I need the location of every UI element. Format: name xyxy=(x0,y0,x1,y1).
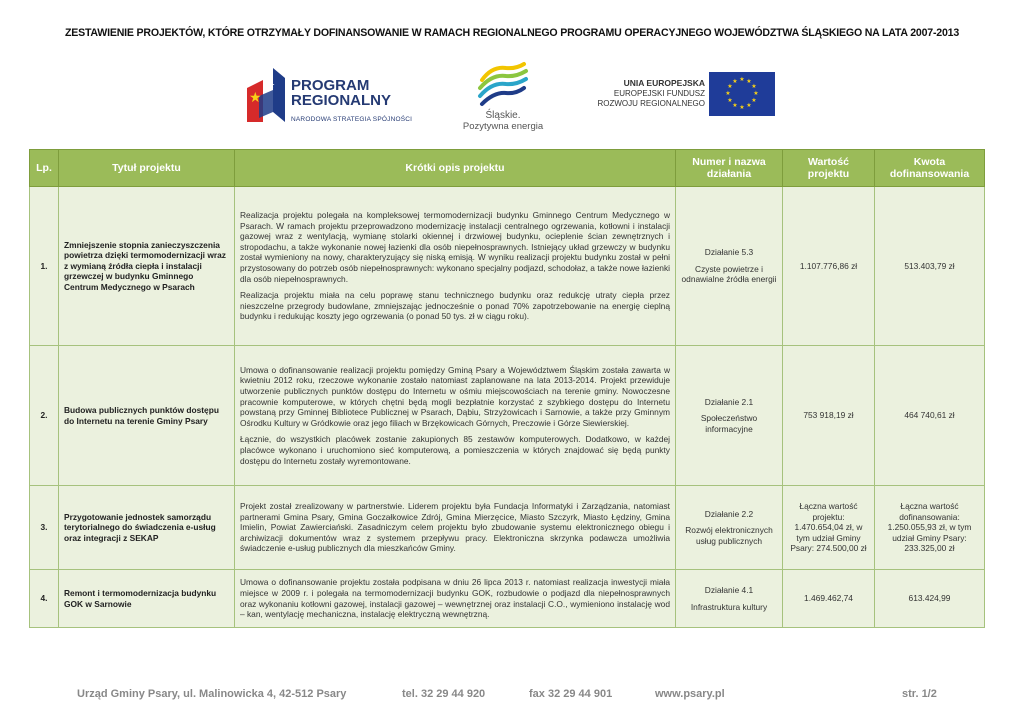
svg-text:★: ★ xyxy=(739,77,745,83)
row-description xyxy=(235,486,676,570)
description-paragraph: Realizacja projektu polegała na kompleksowej termomodernizacji budynku Gminnego Centrum Medycznego w Psarach. W ramach projektu przeprowadzono modernizację instalacji centralnego ogrzewania, kotłowni i instalacji gazowej wraz z wentylacją, wymianę stolarki okiennej i drzwiowej budynku, ocieplenie ścian zewnętrznych i stropodachu, a także wykonanie nowej łazienki dla osób niepełnosprawnych. Istniejący układ grzewczy w budynku został wymieniony na nowy, charakteryzujący się niską emisją. W wyniku realizacji projektu budynku został w pełni przystosowany do potrzeb osób niepełnosprawnych: wykonano specjalny podjazd, schodołaz, a także nowe łazienki dla osób niepełnosprawnych. xyxy=(240,210,670,284)
svg-text:★: ★ xyxy=(727,84,733,90)
header-description: Krótki opis projektu xyxy=(235,150,676,187)
row-value: 1.469.462,74 xyxy=(783,570,875,628)
row-title: Remont i termomodernizacja budynku GOK w Sarnowie xyxy=(59,570,235,628)
svg-text:★: ★ xyxy=(751,84,757,90)
page-title: ZESTAWIENIE PROJEKTÓW, KTÓRE OTRZYMAŁY DOFINANSOWANIE W RAMACH REGIONALNEGO PROGRAMU OPERACYJNEGO WOJEWÓDZTWA ŚLĄSKIEGO NA LATA 2007-2013 xyxy=(64,27,960,39)
action-number: Działanie 5.3 xyxy=(704,247,754,258)
svg-text:★: ★ xyxy=(732,103,738,109)
header-lp: Lp. xyxy=(30,150,59,187)
row-action xyxy=(676,486,783,570)
svg-text:★: ★ xyxy=(725,91,731,97)
row-funding: Łączna wartość dofinansowania: 1.250.055,93 zł, w tym udział Gminy Psary: 233.325,00 zł xyxy=(875,486,985,570)
row-title: Przygotowanie jednostek samorządu terytorialnego do świadczenia e-usług oraz integracji z SEKAP xyxy=(59,486,235,570)
svg-text:★: ★ xyxy=(746,79,752,85)
eu-line3: ROZWOJU REGIONALNEGO xyxy=(597,99,705,108)
table-row xyxy=(30,187,985,346)
footer-tel: tel. 32 29 44 920 xyxy=(402,688,486,700)
row-value: 1.107.776,86 zł xyxy=(783,187,875,346)
row-lp: 2. xyxy=(30,346,59,486)
eu-flag-icon xyxy=(709,72,775,116)
row-lp: 4. xyxy=(30,570,59,628)
eu-line1: UNIA EUROPEJSKA xyxy=(623,78,705,88)
logo-bar xyxy=(0,58,1024,134)
footer-address: Urząd Gminy Psary, ul. Malinowicka 4, 42-512 Psary xyxy=(77,688,347,700)
slaskie-logo xyxy=(458,60,548,132)
row-funding: 613.424,99 xyxy=(875,570,985,628)
table-header-row xyxy=(30,150,985,187)
svg-text:★: ★ xyxy=(751,98,757,104)
svg-text:★: ★ xyxy=(727,98,733,104)
action-name: Społeczeństwo informacyjne xyxy=(700,413,758,434)
action-name: Infrastruktura kultury xyxy=(690,601,768,612)
row-action xyxy=(676,187,783,346)
row-funding: 464 740,61 zł xyxy=(875,346,985,486)
row-lp: 1. xyxy=(30,187,59,346)
header-value: Wartość projektu xyxy=(783,150,875,187)
row-title: Budowa publicznych punktów dostępu do Internetu na terenie Gminy Psary xyxy=(59,346,235,486)
row-value: Łączna wartość projektu: 1.470.654,04 zł, w tym udział Gminy Psary: 274.500,00 zł xyxy=(783,486,875,570)
program-regionalny-emblem-icon xyxy=(243,66,287,124)
pr-line1: PROGRAM xyxy=(291,77,370,94)
action-name: Czyste powietrze i odnawialne źródła energii xyxy=(681,263,777,285)
program-regionalny-logo xyxy=(243,66,423,126)
table-row xyxy=(30,346,985,486)
table-row xyxy=(30,486,985,570)
description-paragraph: Realizacja projektu miała na celu poprawę stanu technicznego budynku oraz redukcję utraty ciepła przez nieszczelne przegrody budowlane, zmniejszając jednocześnie o ponad 70% zapotrzebowanie na energię cieplną budynku i redukując koszty jego ogrzewania (o ponad 50 tys. zł w ciągu roku). xyxy=(240,290,670,322)
description-paragraph: Umowa o dofinansowanie projektu została podpisana w dniu 26 lipca 2013 r. natomiast realizacja inwestycji miała miejsce w 2009 r. i polegała na termomodernizacji budynku GOK, rozbudowie o podjazd dla niepełnosprawnych oraz wykonaniu kotłowni gazowej, instalacji gazowej – wewnętrznej oraz instalacji C.O., wymieniono instalację wod – kan, wentylację mechaniczna, instalację elektryczną wewnętrzną. xyxy=(240,577,670,620)
svg-text:★: ★ xyxy=(267,80,276,90)
slaskie-waves-icon xyxy=(458,60,548,108)
row-description xyxy=(235,570,676,628)
footer-website: www.psary.pl xyxy=(655,688,725,700)
table-row xyxy=(30,570,985,628)
slaskie-name: Śląskie. xyxy=(485,110,521,121)
action-name: Rozwój elektronicznych usług publicznych xyxy=(685,525,773,546)
pr-subtitle: NARODOWA STRATEGIA SPÓJNOŚCI xyxy=(291,116,413,123)
description-paragraph: Umowa o dofinansowanie realizacji projektu pomiędzy Gminą Psary a Województwem Śląskim została zawarta w kwietniu 2012 roku, rzeczowe wykonanie zostało natomiast zaplanowane na lata 2013-2014. Projekt przewiduje utworzenie publicznych punktów dostępu do Internetu w ośmiu miejscowościach na terenie gminy. Nowoczesne pracownie komputerowe, w których chętni będą mogli bezpłatnie korzystać z szybkiego dostępu do Internetu powstaną przy Gminnej Bibliotece Publicznej w Psarach, Dąbiu, Strzyżowicach i Sarnowie, a także przy Gminnym Ośrodku Kultury w Gródkowie oraz jego filiach w Brzękowicach Górnych, Preczowie i Górze Siewierskiej. xyxy=(240,364,670,428)
row-funding: 513.403,79 zł xyxy=(875,187,985,346)
svg-text:★: ★ xyxy=(753,91,759,97)
action-number: Działanie 2.1 xyxy=(704,396,754,407)
description-paragraph: Łącznie, do wszystkich placówek zostanie zakupionych 85 zestawów komputerowych. Dodatkowo, w każdej placówce wykonano i uruchomiono sieć komputerową, a pomieszczenia w których znajdować się będą punkty dostępu do Internetu zostały wyremontowane. xyxy=(240,434,670,466)
footer-page-number: str. 1/2 xyxy=(902,688,937,700)
slaskie-tagline: Pozytywna energia xyxy=(462,121,544,132)
header-title: Tytuł projektu xyxy=(59,150,235,187)
footer-fax: fax 32 29 44 901 xyxy=(529,688,613,700)
pr-line2: REGIONALNY xyxy=(291,92,392,109)
eu-line2: EUROPEJSKI FUNDUSZ xyxy=(613,89,705,98)
action-number: Działanie 4.1 xyxy=(704,584,754,595)
row-lp: 3. xyxy=(30,486,59,570)
row-action xyxy=(676,346,783,486)
svg-text:★: ★ xyxy=(249,89,262,105)
svg-text:★: ★ xyxy=(739,105,745,111)
header-action: Numer i nazwa działania xyxy=(676,150,783,187)
row-action xyxy=(676,570,783,628)
description-paragraph: Projekt został zrealizowany w partnerstwie. Liderem projektu była Fundacja Informatyki i Zarządzania, natomiast partnerami Gmina Psary, Gmina Goczałkowice Zdrój, Gmina Mierzęcice, Miasto Szczyrk, Miasto Łędziny, Gmina Imielin, Powiat Zawierciański. Zasadniczym celem projektu było zbudowanie systemu elektronicznego obiegu i archiwizacji dokumentów wraz z systemem przepływu pracy. Elektroniczna skrzynka podawcza umożliwia świadczenie e-usług publicznych dla mieszkańców Gminy. xyxy=(240,501,670,554)
eu-logo xyxy=(585,72,775,116)
row-description xyxy=(235,187,676,346)
page-footer xyxy=(0,688,1024,704)
projects-table xyxy=(29,149,985,628)
svg-text:★: ★ xyxy=(732,79,738,85)
action-number: Działanie 2.2 xyxy=(704,508,754,519)
program-regionalny-title xyxy=(291,78,391,108)
svg-text:★: ★ xyxy=(746,103,752,109)
row-description xyxy=(235,346,676,486)
row-title: Zmniejszenie stopnia zanieczyszczenia powietrza dzięki termomodernizacji wraz z wymianą źródła ciepła i instalacji grzewczej w budynku Gminnego Centrum Medycznego w Psarach xyxy=(59,187,235,346)
row-value: 753 918,19 zł xyxy=(783,346,875,486)
header-funding: Kwota dofinansowania xyxy=(875,150,985,187)
